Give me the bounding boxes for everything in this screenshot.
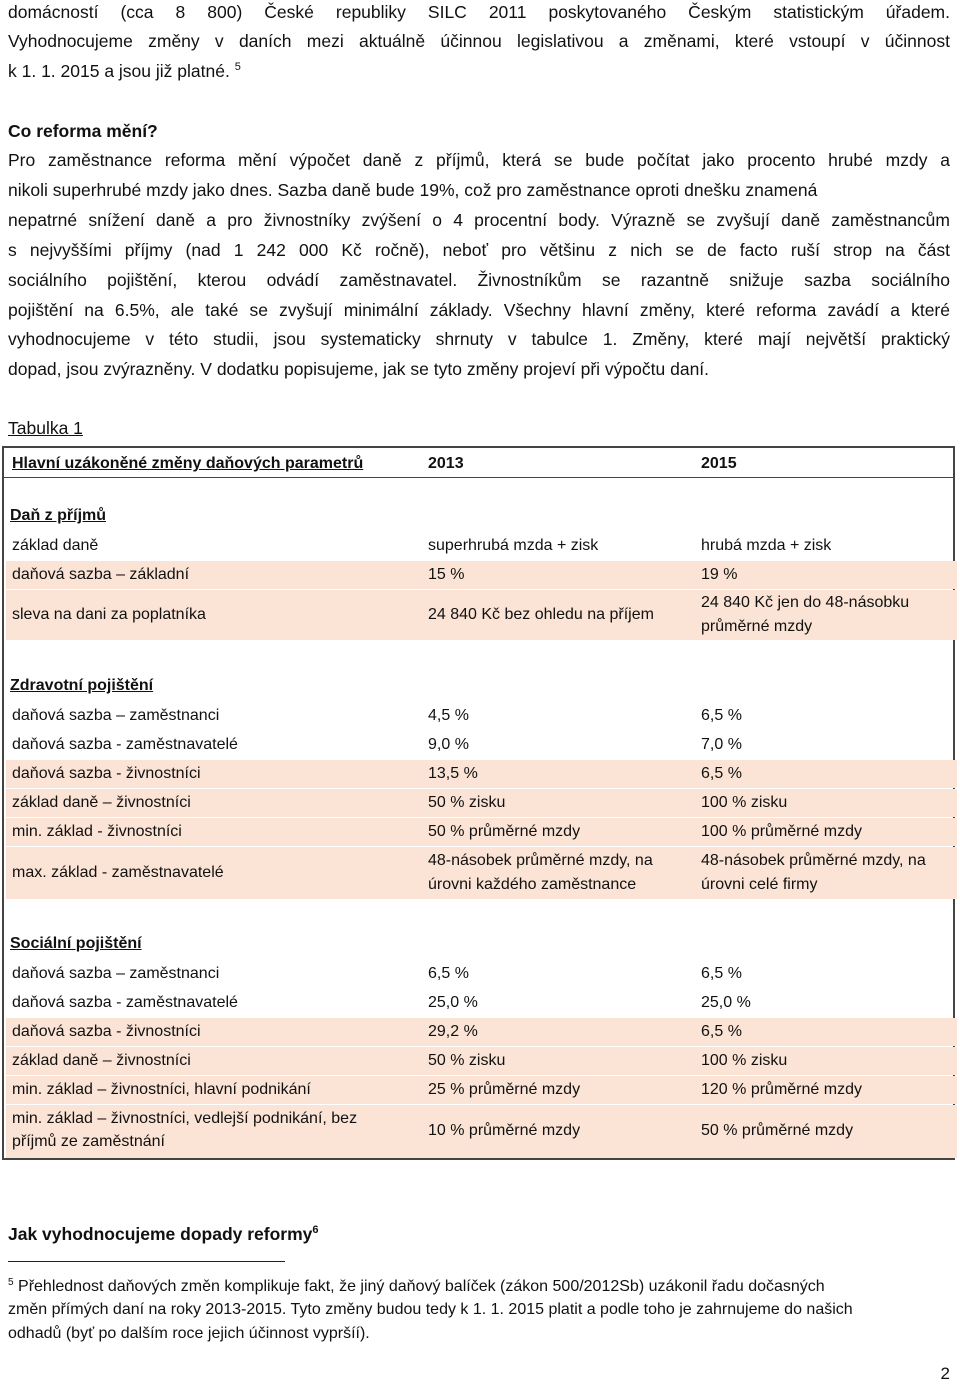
section-title-social: Sociální pojištění [10,935,142,952]
cell-2015: 24 840 Kč jen do 48-násobku [701,594,910,611]
cell-2013: 25,0 % [428,994,478,1011]
footnote-line-1: $^5$ Přehlednost daňových změn komplikuje fakt, že jiný daňový balíček (zákon 500/2012Sb) uzákonil řadu dočasných [8,1277,825,1295]
table-row-highlighted [6,789,957,817]
cell-2015: 48-násobek průměrné mzdy, na [701,852,926,869]
cell-2015: 100 % zisku [701,794,788,811]
section-heading-reform: Co reforma mění? [8,121,158,141]
paragraph-line: s nejvyššími příjmy (nad 1 242 000 Kč ročně), neboť pro většinu z nich se de facto ruší strop na část [8,240,950,260]
cell-2015: 100 % zisku [701,1052,788,1069]
cell-param: daňová sazba - zaměstnavatelé [12,994,238,1011]
cell-param: základ daně – živnostníci [12,794,191,811]
cell-param: min. základ – živnostníci, vedlejší podnikání, bez [12,1110,358,1127]
cell-2015: 7,0 % [701,736,742,753]
cell-2015: 25,0 % [701,994,751,1011]
cell-2015: 19 % [701,566,738,583]
table-row [6,731,957,759]
cell-param: daňová sazba - živnostníci [12,765,201,782]
cell-param: základ daně [12,537,99,554]
paragraph-line: Pro zaměstnance reforma mění výpočet daně z příjmů, která se bude počítat jako procento hrubé mzdy a [8,150,950,170]
cell-2015: 50 % průměrné mzdy [701,1122,854,1139]
cell-param: daňová sazba – zaměstnanci [12,707,220,724]
cell-2013: 15 % [428,566,465,583]
cell-2015: 6,5 % [701,1023,742,1040]
paragraph-line: nikoli superhrubé mzdy jako dnes. Sazba daně bude 19%, což pro zaměstnance oproti dnešku znamená [8,180,818,200]
cell-2013: 9,0 % [428,736,469,753]
footnote-line-2: změn přímých daní na roky 2013-2015. Tyto změny budou tedy k 1. 1. 2015 platit a podle toho je zahrnujeme do našich [8,1301,853,1318]
paragraph-line: pojištění na 6.5%, ale také se zvyšují minimální základy. Všechny hlavní změny, které reforma zavádí a které [8,300,950,320]
cell-param: daňová sazba – zaměstnanci [12,965,220,982]
cell-2015: 6,5 % [701,707,742,724]
tax-changes-table [2,446,955,1160]
cell-2013: 10 % průměrné mzdy [428,1122,581,1139]
cell-2013: 13,5 % [428,765,478,782]
cell-2015: 6,5 % [701,965,742,982]
table-row-highlighted [6,561,957,589]
table-caption: Tabulka 1 [8,418,83,438]
cell-2013: 50 % zisku [428,1052,506,1069]
table-header-col1: Hlavní uzákoněné změny daňových parametrů [12,455,364,472]
cell-2013-cont: úrovni každého zaměstnance [428,876,637,893]
cell-2015-cont: průměrné mzdy [701,618,813,635]
table-row [6,960,957,988]
table-row-highlighted [6,760,957,788]
cell-param: min. základ - živnostníci [12,823,182,840]
footnote-line-3: odhadů (byť po dalším roce jejich účinnost vypršíí). [8,1325,370,1342]
cell-2013: 25 % průměrné mzdy [428,1081,581,1098]
paragraph-line: sociálního pojištění, kterou odvádí zaměstnavatel. Živnostníkům se razantně snižuje sazba sociálního [8,270,950,290]
cell-param: základ daně – živnostníci [12,1052,191,1069]
cell-param: min. základ – živnostníci, hlavní podnikání [12,1081,311,1098]
table-row-highlighted [6,847,957,899]
cell-2015: 100 % průměrné mzdy [701,823,862,840]
cell-2013: superhrubá mzda + zisk [428,537,599,554]
table-row-highlighted [6,1047,957,1075]
header-divider [4,477,953,478]
footnote-number: 5 [8,1277,14,1288]
cell-param: daňová sazba - živnostníci [12,1023,201,1040]
table-row-highlighted [6,590,957,640]
cell-param: daňová sazba - zaměstnavatelé [12,736,238,753]
cell-2013: 50 % zisku [428,794,506,811]
cell-2015: 120 % průměrné mzdy [701,1081,862,1098]
intro-line-1: domácností (cca 8 800) České republiky SILC 2011 poskytovaného Českým statistickým úřadem. [8,2,950,22]
cell-2013: 48-násobek průměrné mzdy, na [428,852,653,869]
cell-2015: 6,5 % [701,765,742,782]
paragraph-line: dopad, jsou zvýrazněny. V dodatku popisujeme, jak se tyto změny projeví při výpočtu daní. [8,359,710,379]
cell-param: max. základ - zaměstnavatelé [12,864,224,881]
section-title-health: Zdravotní pojištění [10,677,154,694]
table-row-highlighted [6,1105,957,1158]
cell-2013: 24 840 Kč bez ohledu na příjem [428,606,654,623]
intro-line-2: Vyhodnocujeme změny v daních mezi aktuálně účinnou legislativou a změnami, které vstoupí v účinnost [8,31,950,51]
paragraph-line: vyhodnocujeme v této studii, jsou systematicky shrnuty v tabulce 1. Změny, které mají největší praktický [8,329,950,349]
intro-line-3: k 1. 1. 2015 a jsou již platné. $^5$ [8,61,241,81]
footnote-ref-5: 5 [234,61,241,73]
table-header-row [6,448,957,478]
cell-param-cont: příjmů ze zaměstnání [12,1133,165,1150]
cell-param: sleva na dani za poplatníka [12,606,206,623]
footnote-separator [8,1261,285,1262]
footnote-ref-6: 6 [312,1224,319,1236]
section-heading-evaluation: Jak vyhodnocujeme dopady reformy$^6$ [8,1224,319,1244]
cell-2015-cont: úrovni celé firmy [701,876,818,893]
table-row [6,702,957,730]
section-title-income-tax: Daň z příjmů [10,507,107,524]
cell-2013: 6,5 % [428,965,469,982]
table-row [6,989,957,1017]
table-header-col3: 2015 [701,455,737,472]
cell-2015: hrubá mzda + zisk [701,537,832,554]
table-row [6,532,957,560]
cell-param: daňová sazba – základní [12,566,190,583]
cell-2013: 29,2 % [428,1023,478,1040]
page-number: 2 [940,1364,950,1383]
table-row-highlighted [6,818,957,846]
cell-2013: 4,5 % [428,707,469,724]
table-header-col2: 2013 [428,455,464,472]
table-row-highlighted [6,1018,957,1046]
cell-2013: 50 % průměrné mzdy [428,823,581,840]
table-row-highlighted [6,1076,957,1104]
paragraph-line: nepatrné snížení daně a pro živnostníky zvýšení o 4 procentní body. Výrazně se zvyšují daně zaměstnancům [8,210,950,230]
